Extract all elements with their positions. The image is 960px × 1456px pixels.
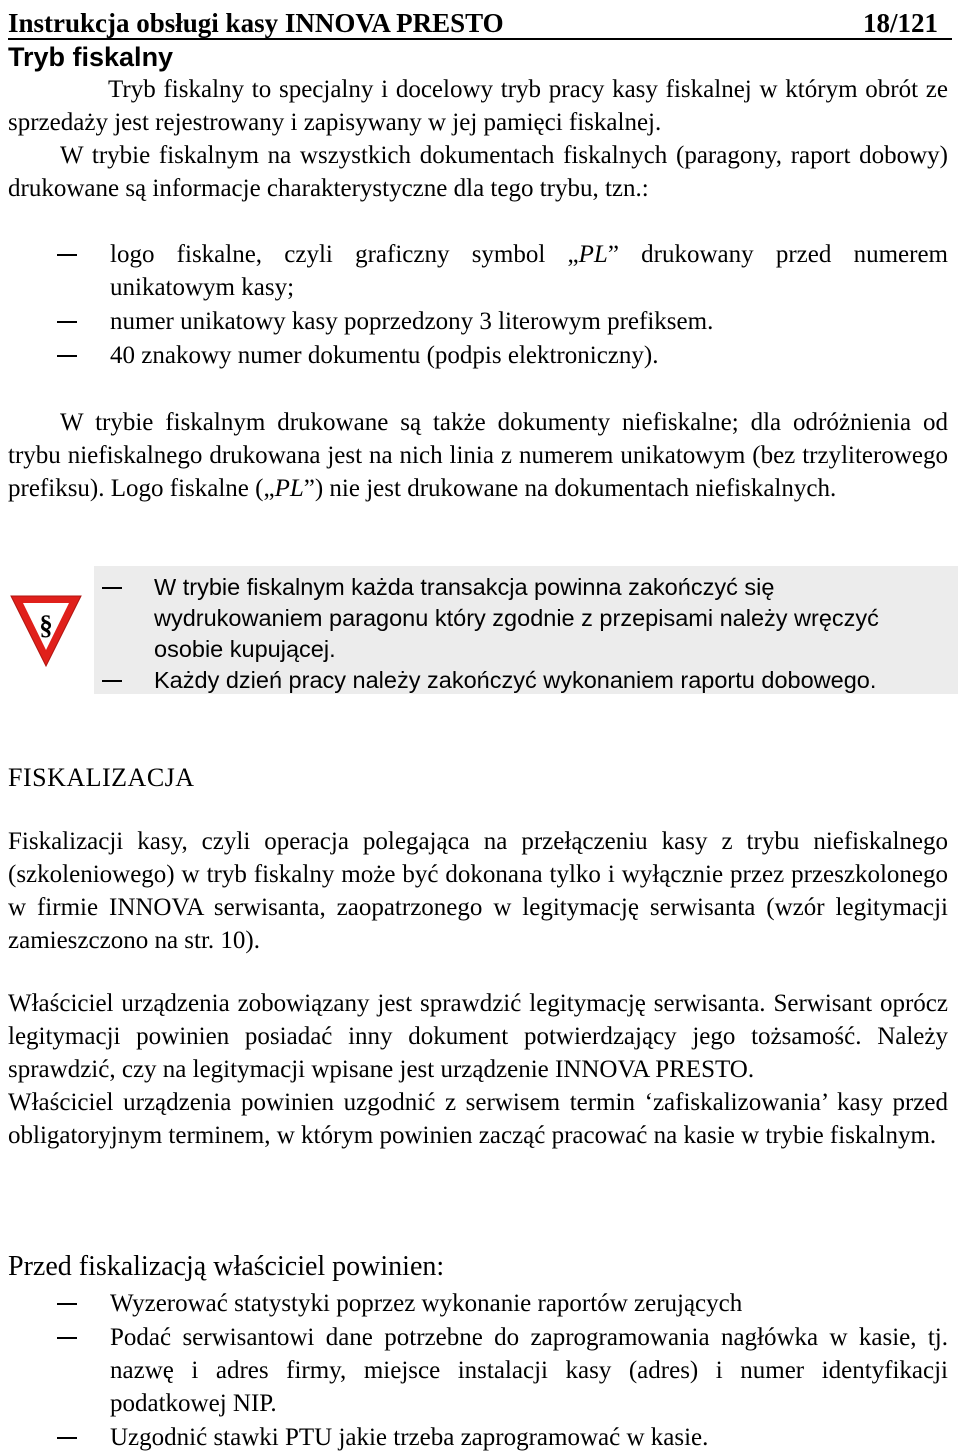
list-item-text: numer unikatowy kasy poprzedzony 3 literowym prefiksem. <box>110 308 714 335</box>
list-item <box>0 1421 948 1454</box>
fiskalizacja-paragraph-1 <box>8 825 948 957</box>
dash-bullet <box>57 1337 77 1339</box>
nonfiscal-text-part: ”) nie jest drukowane na dokumentach niefiskalnych. <box>303 475 837 502</box>
nonfiscal-paragraph <box>8 406 948 505</box>
list-item <box>0 305 948 338</box>
list-item-text: Uzgodnić stawki PTU jakie trzeba zaprogramować w kasie. <box>110 1424 709 1451</box>
pl-logo-text: PL <box>274 475 304 502</box>
dash-bullet <box>102 680 122 682</box>
dash-bullet <box>57 355 77 357</box>
fiskalizacja-heading: FISKALIZACJA <box>8 763 195 792</box>
page-number: 18/121 <box>862 8 938 38</box>
important-note-box <box>94 566 958 694</box>
note-item-text: Każdy dzień pracy należy zakończyć wykonaniem raportu dobowego. <box>154 667 877 693</box>
note-item-text: W trybie fiskalnym każda transakcja powinna zakończyć się wydrukowaniem paragonu który zgodnie z przepisami należy wręczyć osobie kupującej. <box>154 574 879 662</box>
fiskalizacja-text: Fiskalizacji kasy, czyli operacja polegająca na przełączeniu kasy z trybu niefiskalnego (szkoleniowego) w tryb fiskalny może być dokonana tylko i wyłącznie przez przeszkolonego w firmie INNOVA serwisanta, zaopatrzonego w legitymację serwisanta (wzór legitymacji zamieszczono na str. 10). <box>8 828 948 954</box>
dash-bullet <box>57 1437 77 1439</box>
paragraph-glyph: § <box>39 610 53 640</box>
list-item <box>0 238 948 304</box>
list-item-text: logo fiskalne, czyli graficzny symbol „ <box>110 241 579 268</box>
list-item-text: 40 znakowy numer dokumentu (podpis elektroniczny). <box>110 342 659 369</box>
fiscal-features-list <box>0 238 948 372</box>
note-item <box>94 665 958 696</box>
list-item-text: Wyzerować statystyki poprzez wykonanie raportów zerujących <box>110 1290 743 1317</box>
fiskalizacja-text: Właściciel urządzenia zobowiązany jest sprawdzić legitymację serwisanta. Serwisant oprócz legitymacji powinien posiadać inny dokument potwierdzający jego tożsamość. Należy sprawdzić, czy na legitymacji wpisane jest urządzenie INNOVA PRESTO. <box>8 990 948 1083</box>
page-header <box>8 2 952 40</box>
list-item <box>0 1287 948 1320</box>
note-item <box>94 566 958 665</box>
list-item-text: Podać serwisantowi dane potrzebne do zaprogramowania nagłówka w kasie, tj. nazwę i adres firmy, miejsce instalacji kasy (adres) i numer identyfikacji podatkowej NIP. <box>110 1324 948 1417</box>
list-item <box>0 1321 948 1420</box>
nonfiscal-text-part: W trybie fiskalnym drukowane są także dokumenty niefiskalne; dla odróżnienia od trybu niefiskalnego drukowana jest na nich linia z numerem unikatowym (bez trzyliterowego prefiksu). Logo fiskalne („ <box>8 409 948 502</box>
intro-paragraph-1: Tryb fiskalny to specjalny i docelowy tryb pracy kasy fiskalnej w którym obrót ze sprzedaży jest rejestrowany i zapisywany w jej pamięci fiskalnej. <box>8 76 948 136</box>
section-title: Tryb fiskalny <box>8 42 174 72</box>
pl-logo-text: PL <box>578 241 608 268</box>
intro-block <box>8 73 948 205</box>
list-item <box>0 339 948 372</box>
dash-bullet <box>102 587 122 589</box>
dash-bullet <box>57 321 77 323</box>
dash-bullet <box>57 1303 77 1305</box>
intro-paragraph-2: W trybie fiskalnym na wszystkich dokumentach fiskalnych (paragony, raport dobowy) drukowane są informacje charakterystyczne dla tego trybu, tzn.: <box>8 142 948 202</box>
before-fiscalization-heading: Przed fiskalizacją właściciel powinien: <box>8 1251 445 1282</box>
list-item-text: ” drukowany przed numerem unikatowym kasy; <box>110 241 948 301</box>
fiskalizacja-paragraph-2 <box>8 987 948 1152</box>
dash-bullet <box>57 254 77 256</box>
before-fiscalization-list <box>0 1287 948 1454</box>
fiskalizacja-text: Właściciel urządzenia powinien uzgodnić z serwisem termin ‘zafiskalizowania’ kasy przed obligatoryjnym terminem, w którym powinien zacząć pracować na kasie w trybie fiskalnym. <box>8 1089 948 1149</box>
warning-sign-icon <box>8 592 84 670</box>
manual-title: Instrukcja obsługi kasy INNOVA PRESTO <box>8 8 504 38</box>
nonfiscal-text <box>8 406 948 505</box>
